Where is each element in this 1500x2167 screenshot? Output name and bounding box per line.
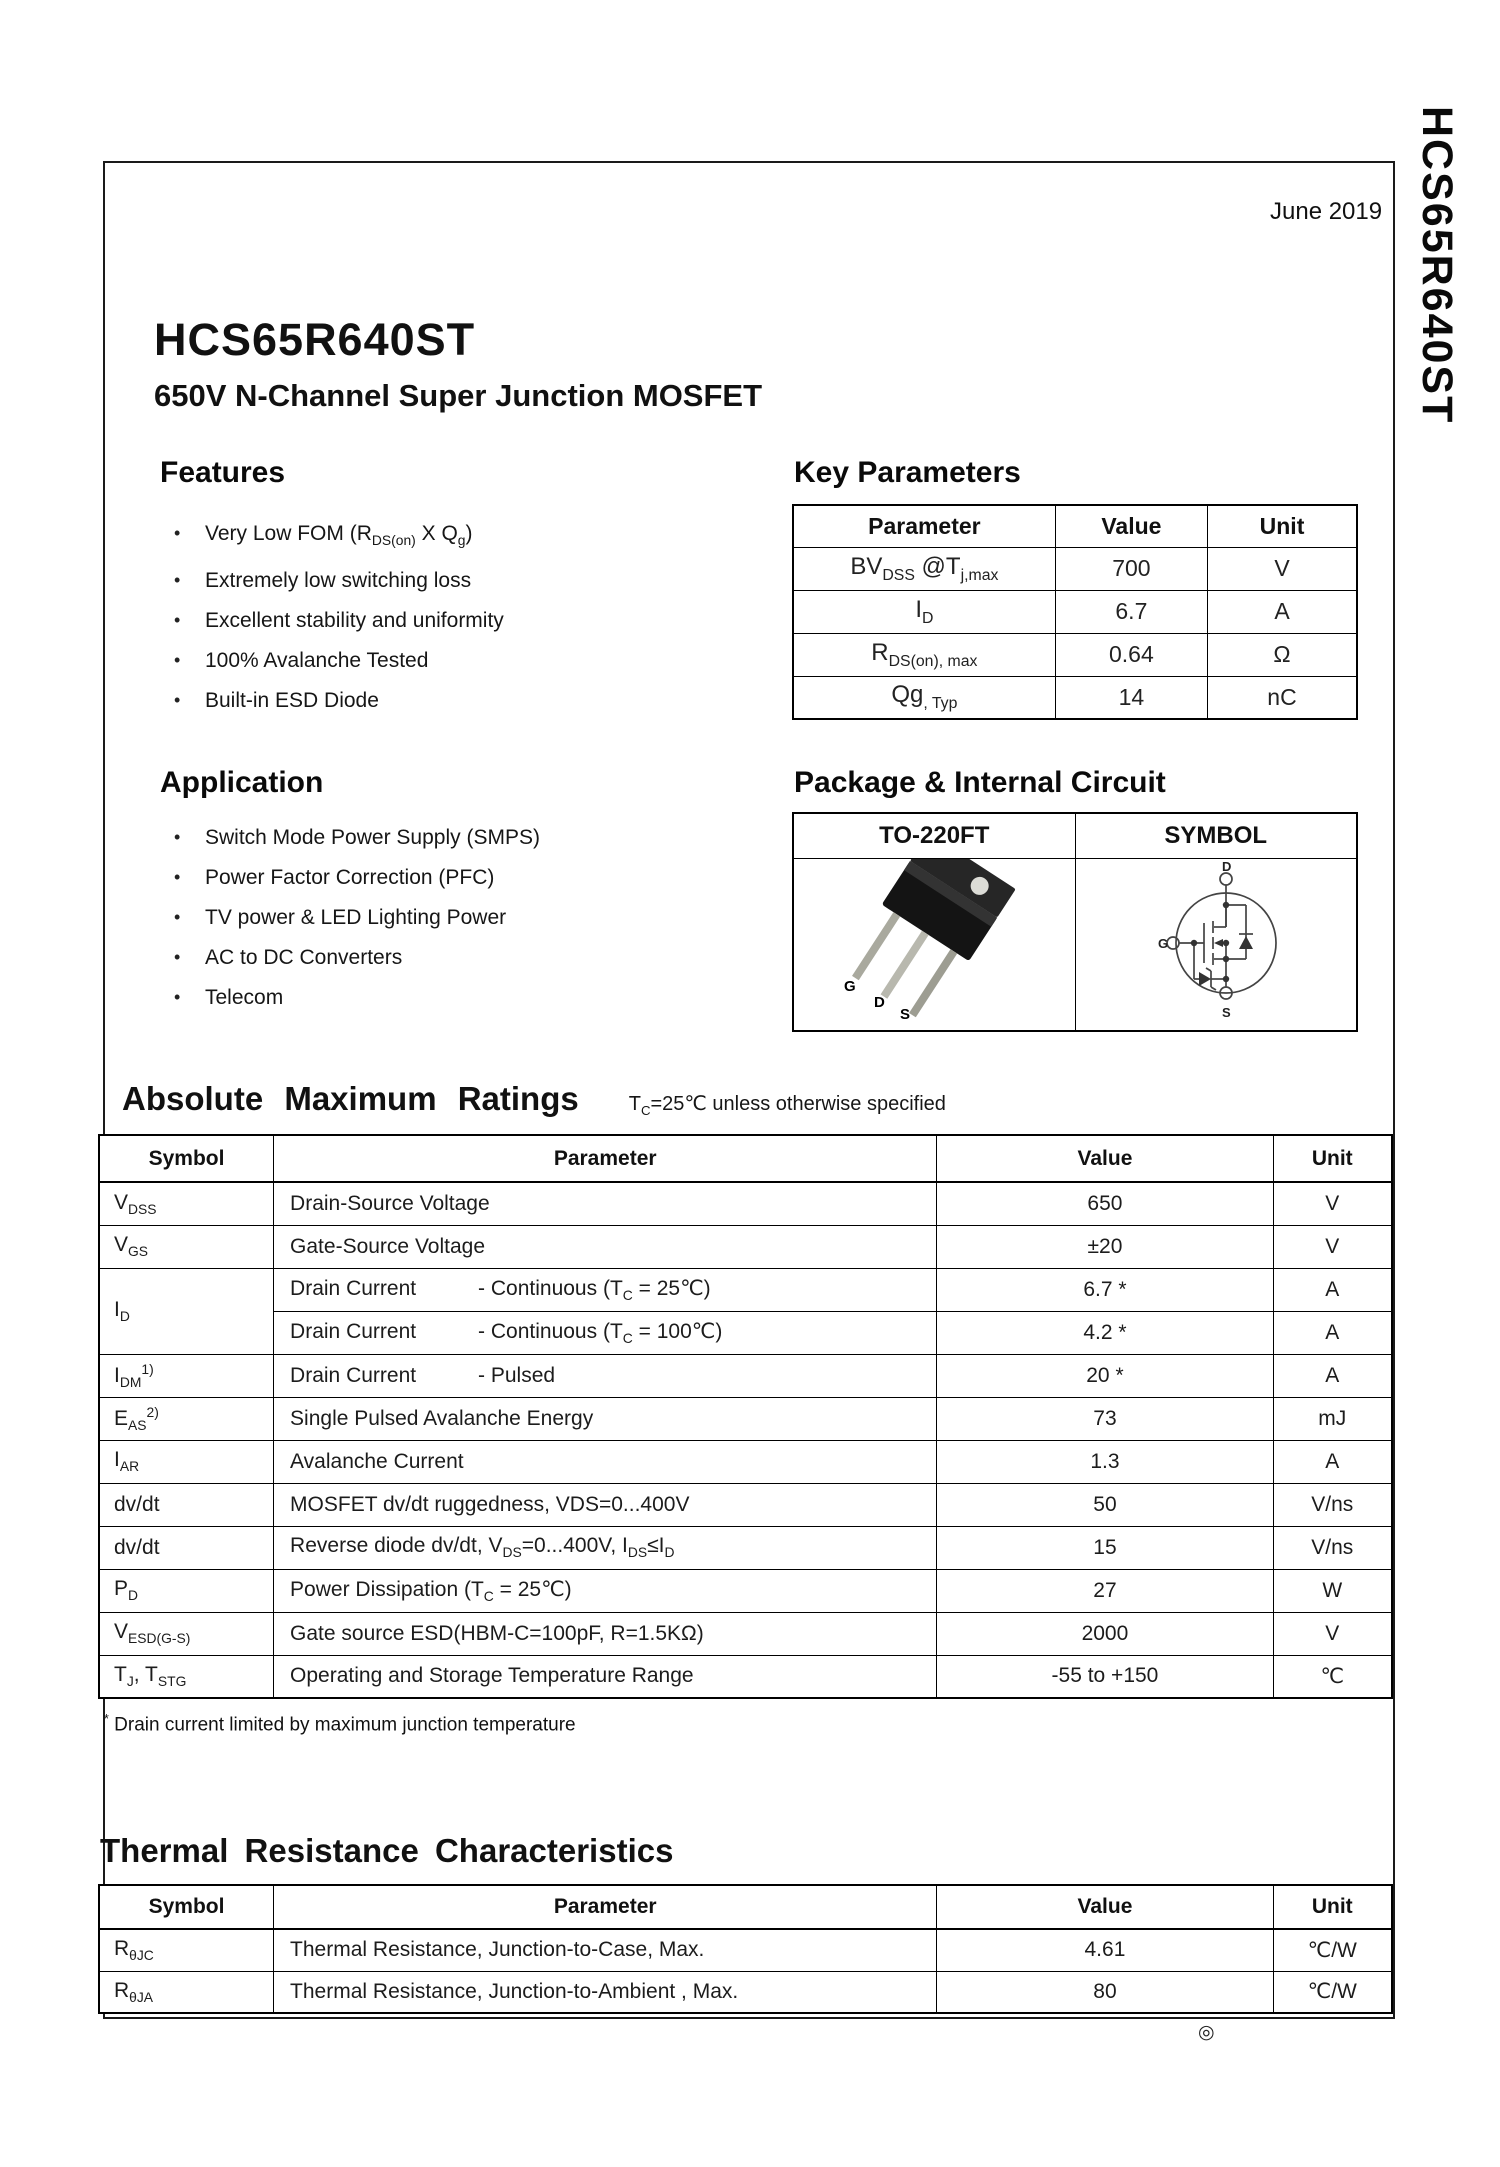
value-cell: 27 (937, 1569, 1273, 1612)
table-row (99, 1225, 1392, 1268)
symbol-cell: $V_{DSS}$ (99, 1182, 274, 1225)
package-photo-cell (793, 858, 1075, 1031)
package-table (792, 812, 1358, 1032)
value-cell: 650 (937, 1182, 1273, 1225)
list-item: • 100% Avalanche Tested (172, 649, 652, 672)
parameter-cell: Reverse diode dv/dt, $V_{DS}=0...400V$, $I_{DS}\le I_D$ (274, 1526, 937, 1569)
abs-max-table (98, 1134, 1393, 1699)
document-date: June 2019 (1270, 198, 1383, 225)
unit-cell: V (1273, 1225, 1392, 1268)
thermal-table (98, 1884, 1393, 2014)
list-item: • TV power & LED Lighting Power (172, 906, 652, 929)
parameter-cell: Drain Current - Pulsed (274, 1354, 937, 1397)
table-row (99, 1526, 1392, 1569)
column-header: Value (937, 1885, 1273, 1929)
list-item: • Power Factor Correction (PFC) (172, 866, 652, 889)
value-cell: 0.64 (1055, 633, 1207, 676)
list-item: • Very Low FOM ($R_{DS(on)}$ X $Q_g$) (172, 522, 652, 552)
value-cell: 73 (937, 1397, 1273, 1440)
unit-cell: nC (1208, 676, 1357, 719)
table-row (793, 858, 1357, 1031)
features-heading: Features (160, 456, 286, 489)
table-row (99, 1655, 1392, 1698)
value-cell: 20 * (937, 1354, 1273, 1397)
parameter-cell: Gate-Source Voltage (274, 1225, 937, 1268)
page-title: HCS65R640ST (154, 314, 476, 365)
pin-label-gate: G (844, 977, 856, 995)
value-cell: 4.61 (937, 1929, 1273, 1971)
abs-max-footnote: * Drain current limited by maximum junction temperature (104, 1712, 576, 1736)
value-cell: 700 (1055, 547, 1207, 590)
application-list (172, 826, 652, 1026)
table-row (99, 1929, 1392, 1971)
value-cell: 2000 (937, 1612, 1273, 1655)
column-header: Parameter (793, 505, 1055, 547)
column-header: Value (937, 1135, 1273, 1182)
to220-package-image (794, 859, 1074, 1025)
package-lead (852, 912, 900, 980)
parameter-cell: Drain-Source Voltage (274, 1182, 937, 1225)
pin-label-source: S (900, 1005, 911, 1023)
unit-cell: A (1273, 1440, 1392, 1483)
list-item: • Extremely low switching loss (172, 569, 652, 592)
unit-cell: ℃/W (1273, 1929, 1392, 1971)
package-heading: Package & Internal Circuit (794, 766, 1166, 799)
table-row (99, 1311, 1392, 1354)
symbol-cell: $P_D$ (99, 1569, 274, 1612)
column-header: Unit (1273, 1135, 1392, 1182)
symbol-cell: $V_{ESD(G-S)}$ (99, 1612, 274, 1655)
value-cell: 80 (937, 1971, 1273, 2013)
column-header: Symbol (99, 1135, 274, 1182)
table-header-row (793, 813, 1357, 858)
column-header: Parameter (274, 1135, 937, 1182)
abs-max-condition-note: $T_C=25℃$ unless otherwise specified (628, 1093, 946, 1118)
parameter-cell: Single Pulsed Avalanche Energy (274, 1397, 937, 1440)
unit-cell: V/ns (1273, 1483, 1392, 1526)
column-header: Value (1055, 505, 1207, 547)
unit-cell: ℃ (1273, 1655, 1392, 1698)
table-row (99, 1440, 1392, 1483)
symbol-gate-label: G (1157, 935, 1168, 951)
table-row (99, 1354, 1392, 1397)
symbol-cell: $I_{AR}$ (99, 1440, 274, 1483)
table-row (99, 1569, 1392, 1612)
abs-max-heading-row (122, 1080, 946, 1118)
page-subtitle: 650V N-Channel Super Junction MOSFET (154, 378, 763, 413)
side-part-number: HCS65R640ST (1413, 106, 1461, 425)
key-parameters-table (792, 504, 1358, 720)
parameter-cell: MOSFET dv/dt ruggedness, VDS=0...400V (274, 1483, 937, 1526)
table-header-row (793, 505, 1357, 547)
unit-cell: A (1273, 1268, 1392, 1311)
column-header: Unit (1208, 505, 1357, 547)
table-row (793, 676, 1357, 719)
unit-cell: Ω (1208, 633, 1357, 676)
symbol-cell: $T_J$, $T_{STG}$ (99, 1655, 274, 1698)
package-lead (881, 930, 929, 998)
table-row (99, 1397, 1392, 1440)
symbol-cell: $V_{GS}$ (99, 1225, 274, 1268)
value-cell: 15 (937, 1526, 1273, 1569)
value-cell: 50 (937, 1483, 1273, 1526)
pin-label-drain: D (874, 993, 886, 1011)
parameter-cell: Drain Current - Continuous ($T_C$ = 100℃) (274, 1311, 937, 1354)
unit-cell: V (1273, 1612, 1392, 1655)
unit-cell: V (1273, 1182, 1392, 1225)
symbol-cell: $I_{DM}^{1)}$ (99, 1354, 274, 1397)
unit-cell: ℃/W (1273, 1971, 1392, 2013)
parameter-cell: $BV_{DSS}$ $@T_{j,max}$ (793, 547, 1055, 590)
value-cell: 6.7 (1055, 590, 1207, 633)
features-list (172, 522, 652, 729)
symbol-cell: $R_{\theta JA}$ (99, 1971, 274, 2013)
table-header-row (99, 1885, 1392, 1929)
column-header: Parameter (274, 1885, 937, 1929)
value-cell: 14 (1055, 676, 1207, 719)
table-row (99, 1483, 1392, 1526)
table-row (99, 1268, 1392, 1311)
symbol-cell: dv/dt (99, 1483, 274, 1526)
parameter-cell: Gate source ESD(HBM-C=100pF, R=1.5KΩ) (274, 1612, 937, 1655)
symbol-header: SYMBOL (1075, 813, 1357, 858)
unit-cell: A (1273, 1354, 1392, 1397)
unit-cell: V (1208, 547, 1357, 590)
parameter-cell: $R_{DS(on), max}$ (793, 633, 1055, 676)
body-diode-triangle (1239, 936, 1253, 949)
unit-cell: mJ (1273, 1397, 1392, 1440)
list-item: • Built-in ESD Diode (172, 689, 652, 712)
value-cell: 4.2 * (937, 1311, 1273, 1354)
esd-zener-triangle (1199, 972, 1211, 986)
registered-mark-icon: ◎ (1198, 2022, 1215, 2043)
symbol-drain-label: D (1221, 858, 1232, 874)
parameter-cell: Thermal Resistance, Junction-to-Case, Max. (274, 1929, 937, 1971)
table-row (99, 1612, 1392, 1655)
column-header: Unit (1273, 1885, 1392, 1929)
parameter-cell: Operating and Storage Temperature Range (274, 1655, 937, 1698)
table-row (99, 1971, 1392, 2013)
symbol-cell: dv/dt (99, 1526, 274, 1569)
key-parameters-heading: Key Parameters (794, 456, 1021, 489)
parameter-cell: Drain Current - Continuous ($T_C$ = 25℃) (274, 1268, 937, 1311)
mosfet-symbol-diagram (1076, 859, 1356, 1025)
parameter-cell: $I_D$ (793, 590, 1055, 633)
value-cell: 6.7 * (937, 1268, 1273, 1311)
parameter-cell: Thermal Resistance, Junction-to-Ambient , Max. (274, 1971, 937, 2013)
table-row (793, 547, 1357, 590)
unit-cell: A (1273, 1311, 1392, 1354)
symbol-cell: $R_{\theta JC}$ (99, 1929, 274, 1971)
package-name-header: TO-220FT (793, 813, 1075, 858)
abs-max-heading: Absolute Maximum Ratings (122, 1080, 579, 1117)
thermal-heading: Thermal Resistance Characteristics (100, 1832, 674, 1869)
parameter-cell: Power Dissipation ($T_C$ = 25℃) (274, 1569, 937, 1612)
table-row (99, 1182, 1392, 1225)
list-item: • AC to DC Converters (172, 946, 652, 969)
value-cell: ±20 (937, 1225, 1273, 1268)
symbol-diagram-cell (1075, 858, 1357, 1031)
package-lead (909, 949, 957, 1017)
value-cell: -55 to +150 (937, 1655, 1273, 1698)
list-item: • Excellent stability and uniformity (172, 609, 652, 632)
unit-cell: A (1208, 590, 1357, 633)
table-row (793, 590, 1357, 633)
list-item: • Telecom (172, 986, 652, 1009)
unit-cell: V/ns (1273, 1526, 1392, 1569)
parameter-cell: Avalanche Current (274, 1440, 937, 1483)
mosfet-body-arrow (1214, 939, 1223, 947)
table-header-row (99, 1135, 1392, 1182)
symbol-source-label: S (1221, 1004, 1231, 1020)
list-item: • Switch Mode Power Supply (SMPS) (172, 826, 652, 849)
column-header: Symbol (99, 1885, 274, 1929)
unit-cell: W (1273, 1569, 1392, 1612)
table-row (793, 633, 1357, 676)
application-heading: Application (160, 766, 324, 799)
symbol-cell: $I_D$ (99, 1268, 274, 1354)
symbol-cell: $E_{AS}^{2)}$ (99, 1397, 274, 1440)
parameter-cell: $Qg_{, Typ}$ (793, 676, 1055, 719)
value-cell: 1.3 (937, 1440, 1273, 1483)
